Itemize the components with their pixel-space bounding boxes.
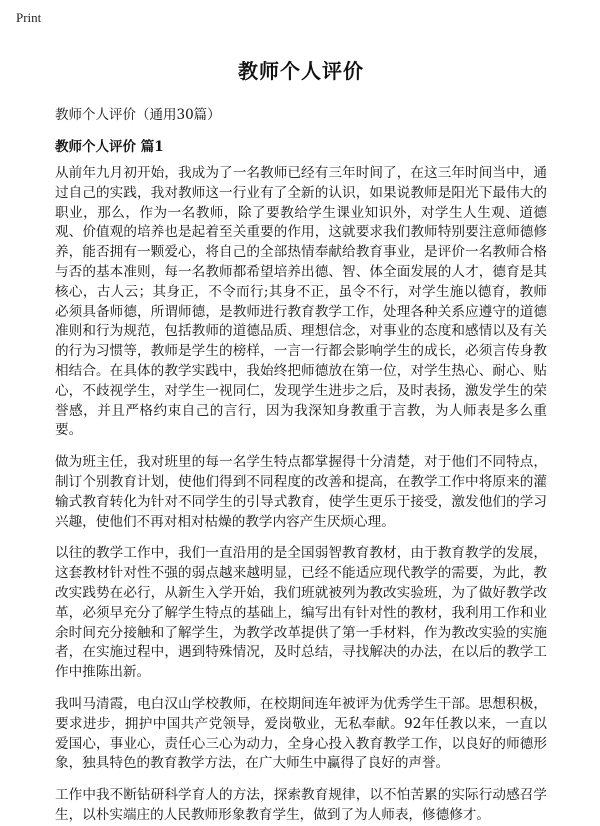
page-title: 教师个人评价 [238,59,364,83]
paragraph: 从前年九月初开始，我成为了一名教师已经有三年时间了，在这三年时间当中，通过自己的实践，我对教师这一行业有了全新的认识，如果说教师是阳光下最伟大的职业，那么，作为一名教师，除了要教给学生课业知识外，对学生人生观、道德观、价值观的培养也是起着至关重要的作用，这就要求我们教师特别要注意师德修养，能否拥有一颗爱心，将自己的全部热情奉献给教育事业，是评价一名教师合格与否的基本准则，每一名教师都希望培养出德、智、体全面发展的人才，德育是其核心，古人云；其身正，不令而行;其身不正，虽令不行，对学生施以德育，教师必须具备师德，所谓师德，是教师进行教育教学工作，处理各种关系应遵守的道德准则和行为规范，包括教师的道德品质、理想信念，对事业的态度和感情以及有关的行为习惯等，教师是学生的榜样，一言一行都会影响学生的成长，必须言传身教相结合。在具体的教学实践中，我始终把师德放在第一位，对学生热心、耐心、贴心，不歧视学生，对学生一视同仁，发现学生进步之后，及时表扬，激发学生的荣誉感，并且严格约束自己的言行，因为我深知身教重于言教，为人师表是多么重要。 [55,165,547,439]
document-subtitle: 教师个人评价（通用30篇） [55,107,221,123]
paragraph: 工作中我不断钻研科学育人的方法，探索教育规律，以不怕苦累的实际行动感召学生，以朴实端庄的人民教师形象教育学生，做到了为人师表，修德修才。 [55,787,547,823]
document-page [55,0,547,826]
print-link[interactable]: Print [16,10,42,25]
paragraph: 以往的教学工作中，我们一直沿用的是全国弱智教育教材，由于教育教学的发展，这套教材针对性不强的弱点越来越明显，已经不能适应现代教学的需要，为此，教改实践势在必行，从新生入学开始，我们班就被列为教改实验班，为了做好教学改革，必须早充分了解学生特点的基础上，编写出有针对性的教材，我利用工作和业余时间充分接触和了解学生，为教学改革提供了第一手材料，作为教改实验的实施者，在实施过程中，遇到特殊情况，及时总结，寻找解决的办法，在以后的教学工作中推陈出新。 [55,545,547,681]
paragraph: 做为班主任，我对班里的每一名学生特点都掌握得十分清楚，对于他们不同特点，制订个别教育计划，使他们得到不同程度的改善和提高，在教学工作中将原来的灌输式教育转化为针对不同学生的引导式教育，使学生更乐于接受，激发他们的学习兴趣，使他们不再对相对枯燥的教学内容产生厌烦心理。 [55,454,547,530]
section-heading: 教师个人评价 篇1 [55,139,164,155]
paragraph: 我叫马清霞，电白汉山学校教师，在校期间连年被评为优秀学生干部。思想积极，要求进步，拥护中国共产党领导，爱岗敬业，无私奉献。92年任教以来，一直以爱国心，事业心，责任心三心为动力，全身心投入教育教学工作，以良好的师德形象，独具特色的教育教学方法，在广大师生中赢得了良好的声誉。 [55,695,547,772]
